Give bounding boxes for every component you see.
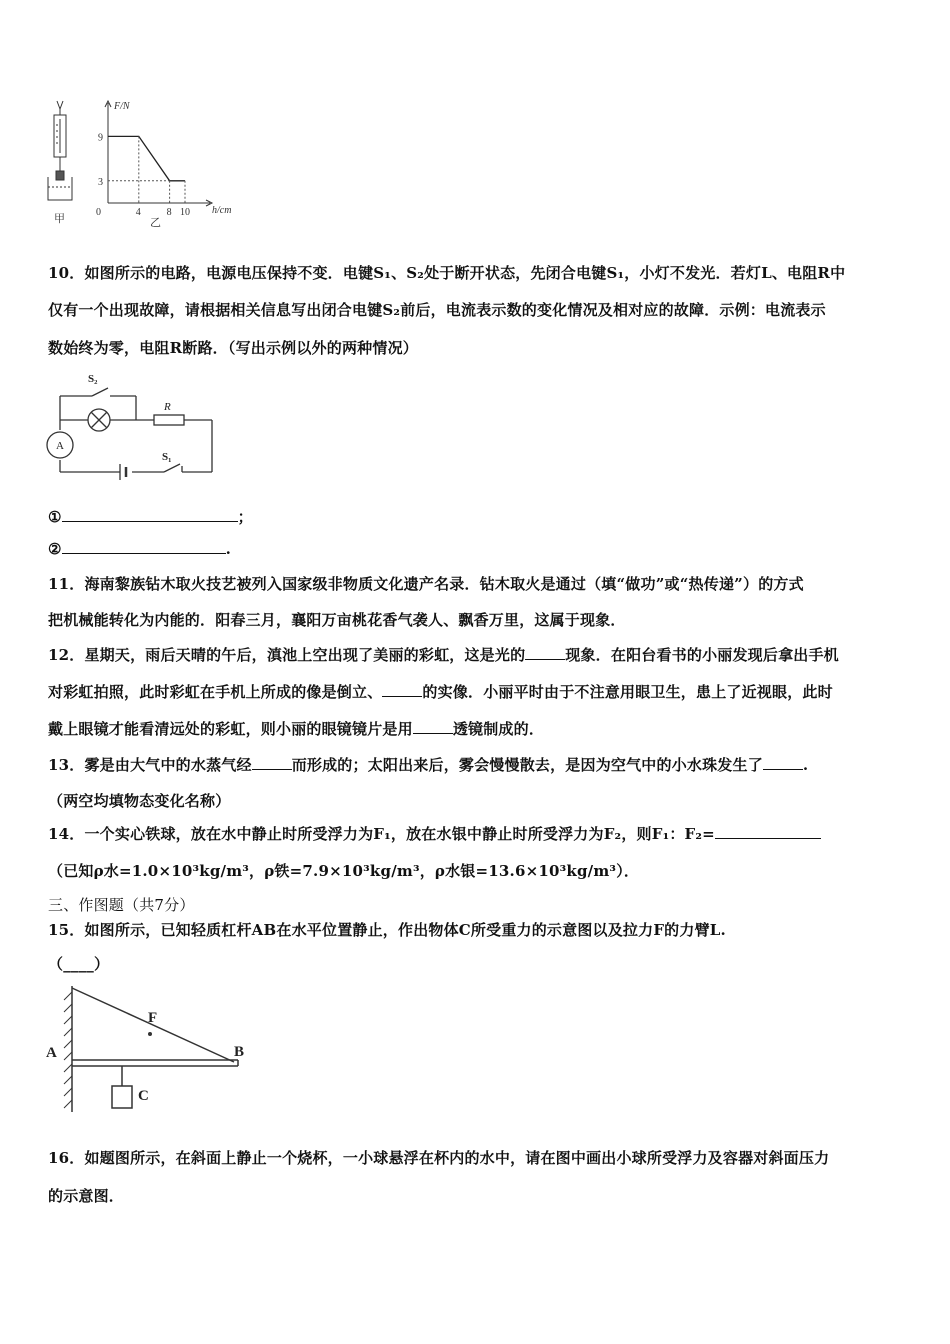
resistor-symbol <box>154 415 184 425</box>
lever-label-a: A <box>46 1045 57 1061</box>
q13-blank-1[interactable] <box>252 755 292 770</box>
q14-line1: 14．一个实心铁球，放在水中静止时所受浮力为F₁，放在水银中静止时所受浮力为F₂，则F₁：F₂= <box>48 823 821 844</box>
lever-label-c: C <box>138 1088 149 1104</box>
series-line <box>108 136 185 180</box>
q13-line2: （两空均填物态变化名称） <box>48 792 231 810</box>
q15-blank[interactable]: （____） <box>48 955 110 973</box>
section-3-heading: 三、作图题（共7分） <box>48 896 195 914</box>
q15-line1: 15．如图所示，已知轻质杠杆AB在水平位置静止，作出物体C所受重力的示意图以及拉力F的力臂L. <box>48 921 726 939</box>
x-tick-label: 10 <box>180 207 190 218</box>
q16-line2: 的示意图． <box>48 1187 125 1205</box>
x-tick-label: 0 <box>96 207 101 218</box>
answer-blank-2[interactable] <box>62 539 226 554</box>
label-yi: 乙 <box>150 217 161 229</box>
q13-blank-2[interactable] <box>763 755 803 770</box>
answer-blank-1[interactable] <box>62 507 238 522</box>
spring-scale-illustration <box>48 101 72 200</box>
q11-line1: 11．海南黎族钻木取火技艺被列入国家级非物质文化遗产名录．钻木取火是通过（填“做功”或“热传递”）的方式 <box>48 575 804 593</box>
ammeter-label: A <box>56 440 64 452</box>
q13-line1: 13．雾是由大气中的水蒸气经 而形成的；太阳出来后，雾会慢慢散去，是因为空气中的小水珠发生了 . <box>48 756 809 774</box>
q16-line1: 16．如题图所示，在斜面上静止一个烧杯，一小球悬浮在杯内的水中，请在图中画出小球所受浮力及容器对斜面压力 <box>48 1149 830 1167</box>
graph-xlabel: h/cm <box>212 205 232 216</box>
label-jia: 甲 <box>54 213 65 225</box>
q14-line2: （已知ρ水=1.0×10³kg/m³，ρ铁=7.9×10³kg/m³，ρ水银=13.6×10³kg/m³）． <box>48 862 640 880</box>
r-label: R <box>164 401 171 413</box>
q10-answer2: ② . <box>48 540 232 558</box>
q14-blank[interactable] <box>715 824 821 839</box>
q10-line2: 仅有一个出现故障，请根据相关信息写出闭合电键S₂前后，电流表示数的变化情况及相对应的故障．示例：电流表示 <box>48 301 826 319</box>
top-figure <box>40 95 260 230</box>
q12-line1: 12．星期天，雨后天晴的午后，滇池上空出现了美丽的彩虹，这是光的 现象．在阳台看书的小丽发现后拿出手机 <box>48 646 839 664</box>
q10-line3: 数始终为零，电阻R断路．（写出示例以外的两种情况） <box>48 339 418 357</box>
q10-answer1: ① ； <box>48 508 253 526</box>
y-tick-label: 9 <box>98 132 103 144</box>
circuit-diagram <box>44 368 224 488</box>
y-tick-label: 3 <box>98 176 103 188</box>
object-c <box>112 1086 132 1108</box>
q12-line2: 对彩虹拍照，此时彩虹在手机上所成的像是倒立、 的实像．小丽平时由于不注意用眼卫生，患上了近视眼，此时 <box>48 683 833 701</box>
q12-blank-2[interactable] <box>382 682 422 697</box>
q12-blank-1[interactable] <box>525 645 565 660</box>
s1-label: S₁ <box>162 451 172 463</box>
q10-line1: 10．如图所示的电路，电源电压保持不变．电键S₁、S₂处于断开状态，先闭合电键S₁，小灯不发光．若灯L、电阻R中 <box>48 264 846 282</box>
lever-label-f: F <box>148 1010 158 1026</box>
x-tick-label: 8 <box>166 207 172 218</box>
s2-label: S₂ <box>88 373 98 385</box>
q12-line3: 戴上眼镜才能看清远处的彩虹，则小丽的眼镜镜片是用 透镜制成的． <box>48 720 545 738</box>
q12-blank-3[interactable] <box>413 719 453 734</box>
x-tick-label: 4 <box>135 207 141 218</box>
q11-line2: 把机械能转化为内能的．阳春三月，襄阳万亩桃花香气袭人、飘香万里，这属于现象． <box>48 611 626 629</box>
lever-label-b: B <box>234 1044 245 1060</box>
graph-ylabel: F/N <box>114 101 130 112</box>
lever-diagram <box>44 982 254 1117</box>
f-h-graph <box>96 101 231 218</box>
